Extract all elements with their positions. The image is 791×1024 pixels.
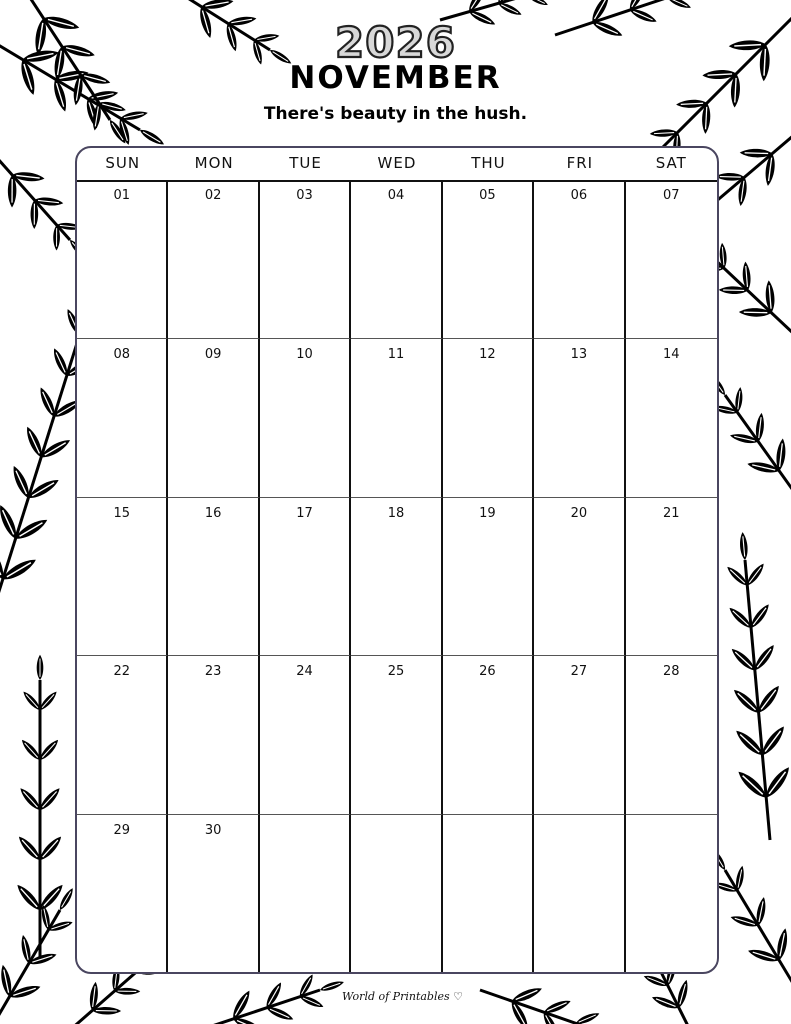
day-number: 10 bbox=[296, 346, 313, 362]
brand-footer bbox=[342, 990, 463, 1003]
year-title: 2026 bbox=[335, 18, 456, 67]
weekday-label: FRI bbox=[566, 154, 594, 172]
day-cell bbox=[168, 656, 259, 815]
weekday-label: WED bbox=[377, 154, 417, 172]
day-cell bbox=[168, 339, 259, 498]
day-cell bbox=[626, 815, 717, 974]
day-cell bbox=[351, 656, 442, 815]
day-number: 17 bbox=[296, 505, 313, 521]
day-number: 13 bbox=[570, 346, 588, 362]
day-cell bbox=[260, 180, 351, 339]
day-cell bbox=[443, 339, 534, 498]
day-number: 26 bbox=[479, 664, 496, 680]
weekday-label: TUE bbox=[289, 154, 322, 172]
day-cell bbox=[351, 498, 442, 657]
day-number: 11 bbox=[387, 346, 405, 362]
day-cell bbox=[77, 339, 168, 498]
day-cell bbox=[534, 815, 625, 974]
day-number: 05 bbox=[479, 188, 496, 203]
day-number: 01 bbox=[113, 188, 130, 203]
day-number: 27 bbox=[570, 664, 588, 680]
day-cell bbox=[351, 339, 442, 498]
day-number: 23 bbox=[204, 664, 222, 680]
day-cell bbox=[443, 498, 534, 657]
day-cell bbox=[77, 498, 168, 657]
day-cell bbox=[77, 656, 168, 815]
day-number: 22 bbox=[113, 664, 130, 680]
day-cell bbox=[77, 180, 168, 339]
day-number: 16 bbox=[204, 505, 222, 521]
leaf-branch-icon bbox=[709, 847, 791, 995]
day-number: 24 bbox=[296, 664, 313, 680]
day-cell bbox=[260, 656, 351, 815]
quote-text: There's beauty in the hush. bbox=[263, 104, 528, 124]
day-cell bbox=[534, 498, 625, 657]
day-number: 19 bbox=[479, 505, 496, 521]
day-number: 06 bbox=[570, 188, 588, 203]
day-cell bbox=[351, 815, 442, 974]
day-number: 09 bbox=[204, 346, 222, 362]
day-cell bbox=[443, 656, 534, 815]
day-number: 28 bbox=[663, 664, 680, 680]
calendar-grid bbox=[75, 146, 719, 974]
day-cell bbox=[626, 180, 717, 339]
day-cell bbox=[626, 498, 717, 657]
day-number: 30 bbox=[204, 823, 222, 839]
day-cell bbox=[534, 180, 625, 339]
day-number: 18 bbox=[387, 505, 405, 521]
heart-icon: ♡ bbox=[453, 990, 464, 1003]
day-cell bbox=[534, 339, 625, 498]
day-number: 20 bbox=[570, 505, 588, 521]
day-cell bbox=[626, 656, 717, 815]
day-cell bbox=[168, 498, 259, 657]
day-cell bbox=[443, 815, 534, 974]
brand-label: World of Printables bbox=[342, 990, 450, 1003]
day-number: 14 bbox=[663, 346, 680, 362]
day-cell bbox=[260, 498, 351, 657]
day-cell bbox=[260, 339, 351, 498]
weekday-label: MON bbox=[194, 154, 234, 172]
leaf-branch-icon bbox=[708, 373, 791, 500]
leaf-branch-icon bbox=[725, 532, 791, 840]
weekday-label: SAT bbox=[655, 154, 687, 172]
day-cell bbox=[626, 339, 717, 498]
day-cell bbox=[168, 180, 259, 339]
day-number: 15 bbox=[113, 505, 130, 521]
day-number: 29 bbox=[113, 823, 130, 839]
day-number: 03 bbox=[296, 188, 313, 203]
day-number: 12 bbox=[479, 346, 496, 362]
leaf-branch-icon bbox=[200, 973, 345, 1024]
month-title: NOVEMBER bbox=[289, 60, 502, 96]
day-cell bbox=[351, 180, 442, 339]
day-number: 25 bbox=[387, 664, 405, 680]
day-cell bbox=[534, 656, 625, 815]
day-cell bbox=[260, 815, 351, 974]
day-cell bbox=[443, 180, 534, 339]
weekday-header bbox=[77, 148, 717, 182]
weekday-label: THU bbox=[471, 154, 506, 172]
calendar-days bbox=[77, 180, 717, 974]
weekday-label: SUN bbox=[105, 154, 141, 172]
day-number: 08 bbox=[113, 346, 130, 362]
day-number: 07 bbox=[663, 188, 680, 203]
day-number: 04 bbox=[387, 188, 405, 203]
day-number: 21 bbox=[663, 505, 680, 521]
day-cell bbox=[168, 815, 259, 974]
leaf-branch-icon bbox=[480, 985, 620, 1024]
day-number: 02 bbox=[204, 188, 222, 203]
day-cell bbox=[77, 815, 168, 974]
